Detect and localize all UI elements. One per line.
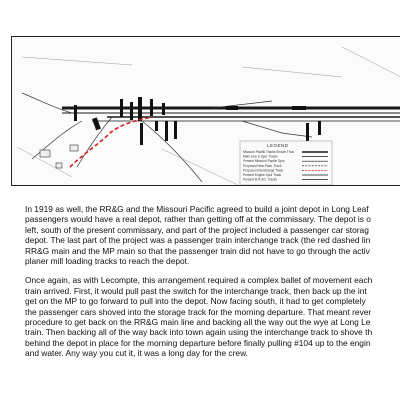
legend-entry: Main Line & Spur Tracks: [243, 154, 278, 159]
text-line: behind the depot in place for the morning departure before finally pulling #104 up to the engin: [25, 337, 371, 348]
legend-entry: Missouri Pacific Tracks Shown Thus: [243, 150, 294, 154]
article-body: [25, 204, 400, 368]
track-diagram-figure: [11, 36, 400, 186]
text-line: get on the MP to go forward to pull into the depot. Now facing south, it had to get completely: [25, 296, 366, 307]
text-line: train. Then backing all of the way back into town again using the interchange track to shove th: [25, 327, 373, 338]
text-line: train arrived. First, it would pull past the switch for the interchange track, then back up the int: [25, 285, 367, 296]
text-line: RR&G main and the MP main so that the passenger train did not have to go through the activ: [25, 245, 370, 256]
legend-entry: Proposed Interchange Track: [243, 168, 284, 173]
paragraph-1: [25, 204, 400, 266]
text-line: Once again, as with Lecompte, this arrangement required a complex ballet of movement each: [25, 275, 373, 286]
text-line: procedure to get back on the RR&G main line and backing all the way out the wye at Long Le: [25, 317, 371, 328]
track-diagram: [12, 37, 400, 186]
text-line: depot. The last part of the project was a passenger train interchange track (the red dashed lin: [25, 235, 371, 246]
text-line: the passenger cars shoved into the storage track for the morning departure. That meant rever: [25, 306, 372, 317]
legend-entry: Present Missouri Pacific Spur: [243, 159, 285, 164]
legend-entry: Present Engine Spur Track: [243, 173, 282, 177]
text-line: planer mill loading tracks to reach the depot.: [25, 256, 190, 267]
text-line: In 1919 as well, the RR&G and the Missouri Pacific agreed to build a joint depot in Long Leaf: [25, 204, 369, 214]
legend: [240, 141, 332, 185]
text-line: and water. Any way you cut it, it was a long day for the crew.: [25, 348, 248, 359]
interchange-track-red-dashed: [70, 117, 152, 167]
paragraph-2: [25, 275, 400, 358]
legend-title: LEGEND: [267, 143, 289, 148]
legend-entry: Proposed New Pass. Track: [243, 163, 282, 168]
text-line: passengers would have a real depot, rather than getting off at the commissary. The depot is o: [25, 214, 371, 225]
legend-entry: Present R.R.&G. Tracks: [243, 177, 278, 182]
text-line: left, south of the present commissary, and part of the project included a passenger car storag: [25, 224, 369, 235]
